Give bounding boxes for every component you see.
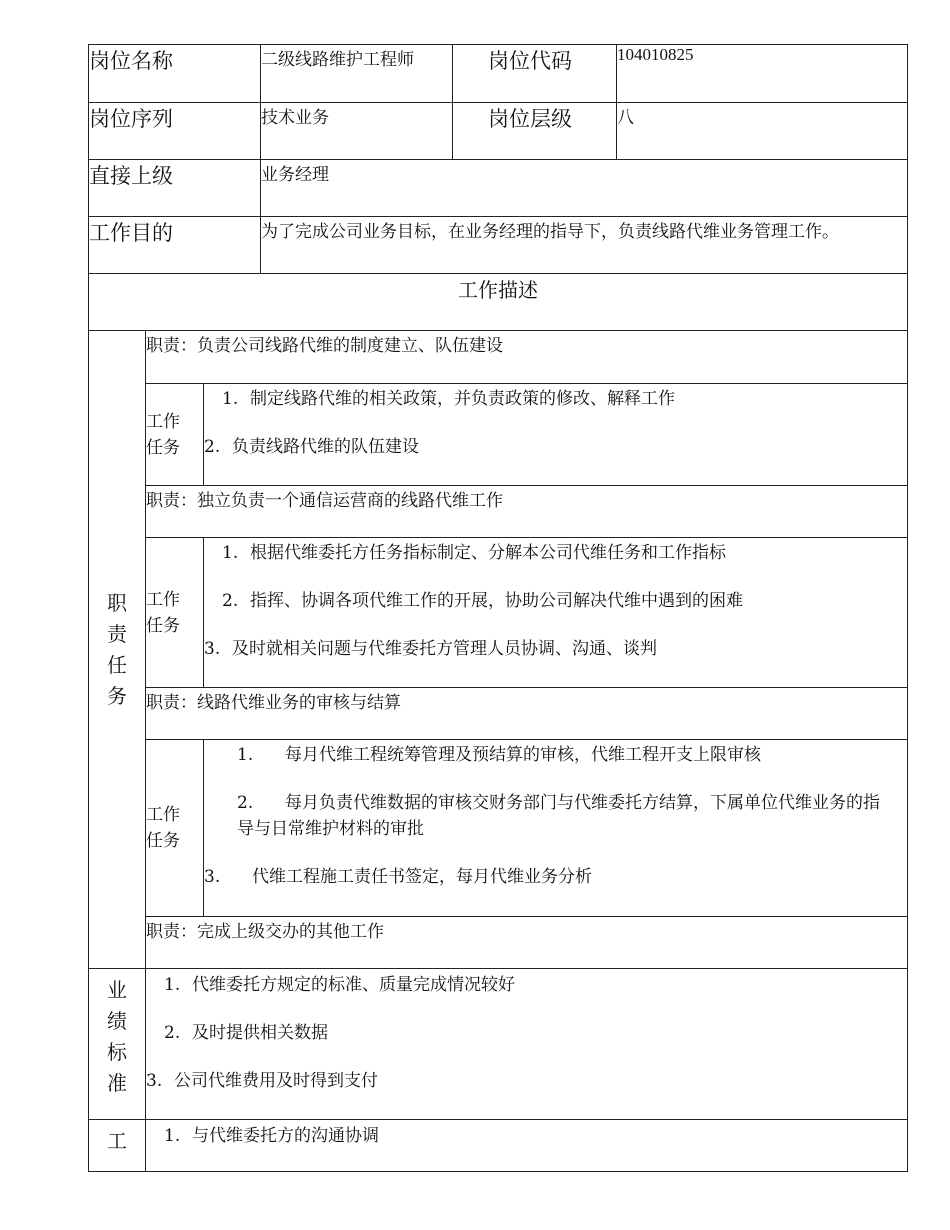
relations-label: 工 — [89, 1120, 146, 1172]
row-work-description — [89, 274, 908, 331]
duty-text: 职责：独立负责一个通信运营商的线路代维工作 — [146, 486, 908, 538]
list-item: 2. 指挥、协调各项代维工作的开展，协助公司解决代维中遇到的困难 — [222, 591, 743, 611]
list-item: 3. 代维工程施工责任书签定，每月代维业务分析 — [204, 867, 592, 887]
list-item: 1. 代维委托方规定的标准、质量完成情况较好 — [164, 975, 515, 995]
task-row — [89, 740, 908, 917]
list-item: 2. 每月负责代维数据的审核交财务部门与代维委托方结算，下属单位代维业务的指导与日常维护材料的审批 — [237, 793, 880, 839]
supervisor-value: 业务经理 — [261, 160, 908, 217]
task-list — [204, 384, 908, 486]
row-performance — [89, 969, 908, 1120]
duty-row — [89, 331, 908, 384]
position-code-value: 104010825 — [617, 45, 908, 103]
purpose-value: 为了完成公司业务目标，在业务经理的指导下，负责线路代维业务管理工作。 — [261, 217, 908, 274]
position-code-label: 岗位代码 — [453, 45, 617, 103]
list-item: 1. 制定线路代维的相关政策，并负责政策的修改、解释工作 — [222, 389, 675, 409]
level-label: 岗位层级 — [453, 103, 617, 160]
task-label: 工作 任务 — [146, 384, 204, 486]
duty-text: 职责：负责公司线路代维的制度建立、队伍建设 — [146, 331, 908, 384]
sequence-value: 技术业务 — [261, 103, 453, 160]
position-name-value: 二级线路维护工程师 — [261, 45, 453, 103]
list-item: 3. 公司代维费用及时得到支付 — [146, 1071, 378, 1091]
row-relations — [89, 1120, 908, 1172]
task-label: 工作 任务 — [146, 740, 204, 917]
performance-list — [146, 969, 908, 1120]
duty-row — [89, 917, 908, 969]
task-row — [89, 384, 908, 486]
duties-section-label: 职 责 任 务 — [89, 331, 146, 969]
performance-label: 业 绩 标 准 — [89, 969, 146, 1120]
duty-row — [89, 688, 908, 740]
duty-text: 职责：线路代维业务的审核与结算 — [146, 688, 908, 740]
job-description-table — [88, 44, 908, 1172]
sequence-label: 岗位序列 — [89, 103, 261, 160]
list-item: 2. 及时提供相关数据 — [164, 1023, 328, 1043]
purpose-label: 工作目的 — [89, 217, 261, 274]
list-item: 1. 根据代维委托方任务指标制定、分解本公司代维任务和工作指标 — [222, 543, 726, 563]
task-row — [89, 538, 908, 688]
list-item: 2. 负责线路代维的队伍建设 — [204, 437, 419, 457]
list-item: 1. 与代维委托方的沟通协调 — [164, 1126, 379, 1146]
duty-row — [89, 486, 908, 538]
duty-text: 职责：完成上级交办的其他工作 — [146, 917, 908, 969]
list-item: 1. 每月代维工程统筹管理及预结算的审核，代维工程开支上限审核 — [237, 745, 761, 765]
supervisor-label: 直接上级 — [89, 160, 261, 217]
level-value: 八 — [617, 103, 908, 160]
row-purpose — [89, 217, 908, 274]
work-description-title: 工作描述 — [89, 274, 908, 331]
position-name-label: 岗位名称 — [89, 45, 261, 103]
task-list — [204, 740, 908, 917]
task-list — [204, 538, 908, 688]
row-supervisor — [89, 160, 908, 217]
row-sequence — [89, 103, 908, 160]
job-description-sheet — [88, 44, 907, 1172]
list-item: 3. 及时就相关问题与代维委托方管理人员协调、沟通、谈判 — [204, 639, 657, 659]
relations-list — [146, 1120, 908, 1172]
row-position-name — [89, 45, 908, 103]
task-label: 工作 任务 — [146, 538, 204, 688]
